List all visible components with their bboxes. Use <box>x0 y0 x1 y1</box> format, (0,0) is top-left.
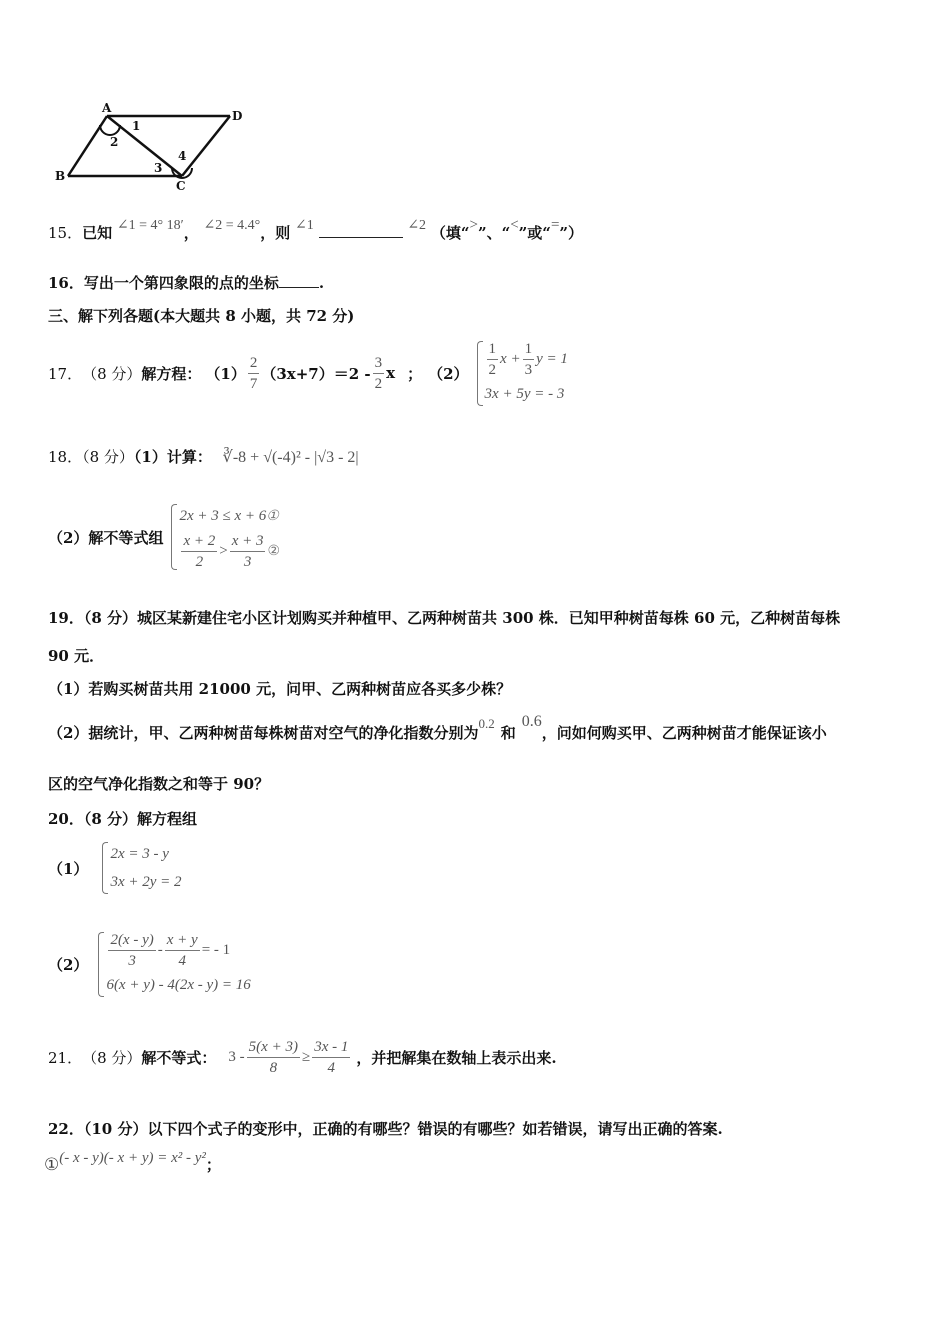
question-20-part-2: （2） $\frac{2(x - y)}{3}$ - $\frac{x + y}{4}$ = - 1 6(x + y) - 4(2x - y) = 16 <box>48 923 251 1005</box>
question-15: 15．已知 ∠1 = 4° 18′， ∠2 = 4.4°，则 ∠1 ∠2 （填“>”、“<”或“=”） <box>48 217 584 242</box>
angle-1-value: ∠1 = 4° 18′ <box>116 218 184 233</box>
label-3: 3 <box>154 161 163 175</box>
label-b: B <box>55 169 66 183</box>
section-title: 三、解下列各题(本大题共 8 小题，共 72 分) <box>48 307 355 325</box>
question-20-part-1: （1） 2x = 3 - y 3x + 2y = 2 <box>48 838 182 898</box>
equation-system: $\frac{2(x - y)}{3}$ - $\frac{x + y}{4}$ = - 1 6(x + y) - 4(2x - y) = 16 <box>98 930 250 999</box>
question-19-part-1: （1）若购买树苗共用 21000 元，问甲、乙两种树苗应各买多少株？ <box>48 680 512 698</box>
question-19-part-2-cont: 区的空气净化指数之和等于 90？ <box>48 775 270 793</box>
segment-dc <box>182 116 230 176</box>
equation-system: $\frac{1}{2}$ x + $\frac{1}{3}$ y = 1 3x + 5y = - 3 <box>477 339 568 408</box>
angle-arc-a <box>100 125 120 135</box>
equation-system: 2x = 3 - y 3x + 2y = 2 <box>102 840 181 896</box>
fraction: $\frac{5(x + 3)}{8}$ <box>248 1038 298 1076</box>
fraction: $\frac{3}{2}$ <box>374 354 383 392</box>
fraction: $\frac{2}{7}$ <box>249 354 258 392</box>
question-19-part-2: （2）据统计，甲、乙两种树苗每株树苗对空气的净化指数分别为0.2和0.6，问如何购买甲、乙两种树苗才能保证该小 <box>48 713 827 742</box>
parallelogram-figure <box>50 98 250 193</box>
question-22-item-1: ①(- x - y)(- x + y) = x² - y²； <box>44 1150 221 1175</box>
question-17: 17． （8 分） 解方程： （1） $\frac{2}{7}$ （3x+7）＝2 - $\frac{3}{2}$ x ； （2） $\frac{1}{2}$ x + $\frac{1}{3}$ y = 1 3x + 5y = - 3 <box>48 338 568 408</box>
expression: (- x - y)(- x + y) = x² - y² <box>59 1150 206 1166</box>
answer-blank[interactable] <box>319 223 403 238</box>
label-4: 4 <box>178 149 187 163</box>
question-18-part-1: 18．（8 分）（1）计算： ∛-8 + √(-4)² - |√3 - 2| <box>48 448 359 466</box>
label-1: 1 <box>132 119 141 133</box>
question-19-line-1: 19．（8 分）城区某新建住宅小区计划购买并种植甲、乙两种树苗共 300 株．已知甲种树苗每株 60 元，乙种树苗每株 <box>48 609 841 627</box>
label-d: D <box>232 109 243 123</box>
question-21: 21． （8 分） 解不等式： 3 - $\frac{5(x + 3)}{8}$ ≥ $\frac{3x - 1}{4}$ ，并把解集在数轴上表示出来. <box>48 1038 557 1076</box>
angle-2-value: ∠2 = 4.4° <box>203 218 261 233</box>
inequality-system: 2x + 3 ≤ x + 6① $\frac{x + 2}{2}$ > $\frac{x + 3}{3}$ ② <box>171 502 280 572</box>
question-20-title: 20．（8 分）解方程组 <box>48 810 198 828</box>
question-16: 16．写出一个第四象限的点的坐标 . <box>48 274 325 292</box>
calc-expression: ∛-8 + √(-4)² - |√3 - 2| <box>222 449 359 466</box>
label-a: A <box>102 101 112 115</box>
label-2: 2 <box>110 135 119 149</box>
segment-ab <box>68 116 107 176</box>
label-c: C <box>176 179 186 193</box>
answer-blank[interactable] <box>279 273 319 288</box>
question-22-title: 22．（10 分）以下四个式子的变形中，正确的有哪些？错误的有哪些？如若错误，请写出正确的答案. <box>48 1120 723 1138</box>
question-18-part-2: （2）解不等式组 2x + 3 ≤ x + 6① $\frac{x + 2}{2}$ > $\frac{x + 3}{3}$ ② <box>48 496 280 578</box>
fraction: $\frac{3x - 1}{4}$ <box>314 1038 349 1076</box>
question-19-line-2: 90 元． <box>48 647 105 665</box>
